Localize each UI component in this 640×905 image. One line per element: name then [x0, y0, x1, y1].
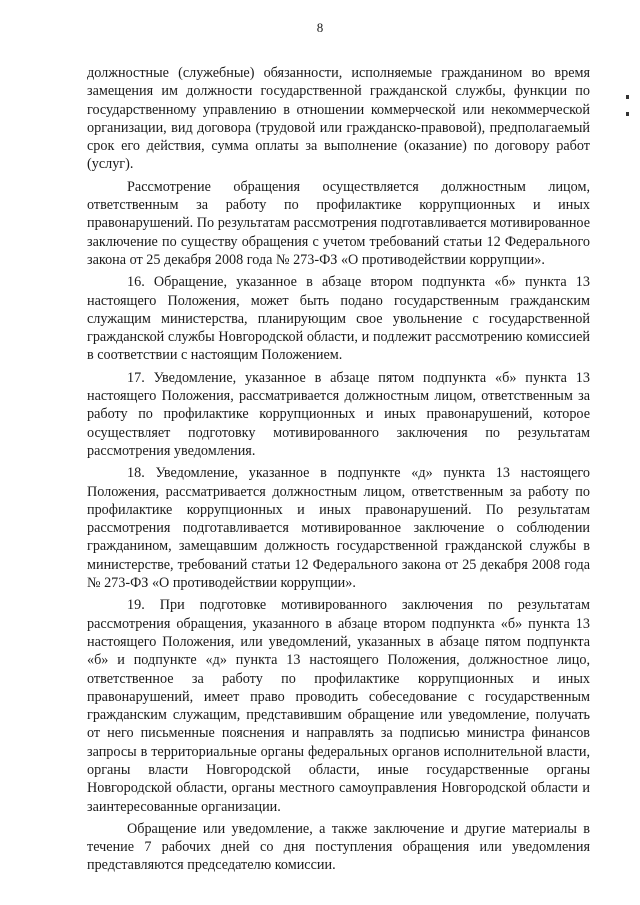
paragraph-review: Рассмотрение обращения осуществляется должностным лицом, ответственным за работу по профилактике коррупционных и иных правонарушений. По результатам рассмотрения подготавливается мотивированное заключение по существу обращения с учетом требований статьи 12 Федерального закона от 25 декабря 2008 года № 273-ФЗ «О противодействии коррупции».: [87, 178, 590, 268]
paragraph-continuation: должностные (служебные) обязанности, исполняемые гражданином во время замещения им должности государственной гражданской службы, функции по государственному управлению в отношении коммерческой или некоммерческой организации, вид договора (трудовой или гражданско-правовой), предполагаемый срок его действия, сумма оплаты за выполнение (оказание) по договору работ (услуг).: [87, 65, 590, 173]
paragraph-item-19: 19. При подготовке мотивированного заключения по результатам рассмотрения обращения, указанного в абзаце втором подпункта «б» пункта 13 настоящего Положения, или уведомлений, указанных в абзаце пятом подпункта «б» и подпункте «д» пункта 13 настоящего Положения, должностное лицо, ответственное за работу по профилактике коррупционных и иных правонарушений, имеет право проводить собеседование с государственным гражданским служащим, представившим обращение или уведомление, получать от него письменные пояснения и направлять за подписью министра финансов запросы в территориальные органы федеральных органов исполнительной власти, органы власти Новгородской области, иные государственные органы Новгородской области, органы местного самоуправления Новгородской области и заинтересованные организации.: [87, 597, 590, 815]
margin-mark: [626, 95, 629, 99]
document-body: [87, 64, 590, 879]
paragraph-final: Обращение или уведомление, а также заключение и другие материалы в течение 7 рабочих дней со дня поступления обращения или уведомления представляются председателю комиссии.: [87, 820, 590, 874]
paragraph-item-16: 16. Обращение, указанное в абзаце втором подпункта «б» пункта 13 настоящего Положения, может быть подано государственным гражданским служащим министерства, планирующим свое увольнение с государственной гражданской службы Новгородской области, и подлежит рассмотрению комиссией в соответствии с настоящим Положением.: [87, 274, 590, 364]
paragraph-item-17: 17. Уведомление, указанное в абзаце пятом подпункта «б» пункта 13 настоящего Положения, рассматривается должностным лицом, ответственным за работу по профилактике коррупционных и иных правонарушений, которое осуществляет подготовку мотивированного заключения по результатам рассмотрения уведомления.: [87, 369, 590, 459]
margin-mark: [626, 112, 629, 116]
paragraph-item-18: 18. Уведомление, указанное в подпункте «д» пункта 13 настоящего Положения, рассматривается должностным лицом, ответственным за работу по профилактике коррупционных и иных правонарушений. По результатам рассмотрения подготавливается мотивированное заключение о соблюдении гражданином, замещавшим должность государственной гражданской службы в министерстве, требований статьи 12 Федерального закона от 25 декабря 2008 года № 273-ФЗ «О противодействии коррупции».: [87, 465, 590, 592]
page-number: 8: [316, 20, 324, 35]
